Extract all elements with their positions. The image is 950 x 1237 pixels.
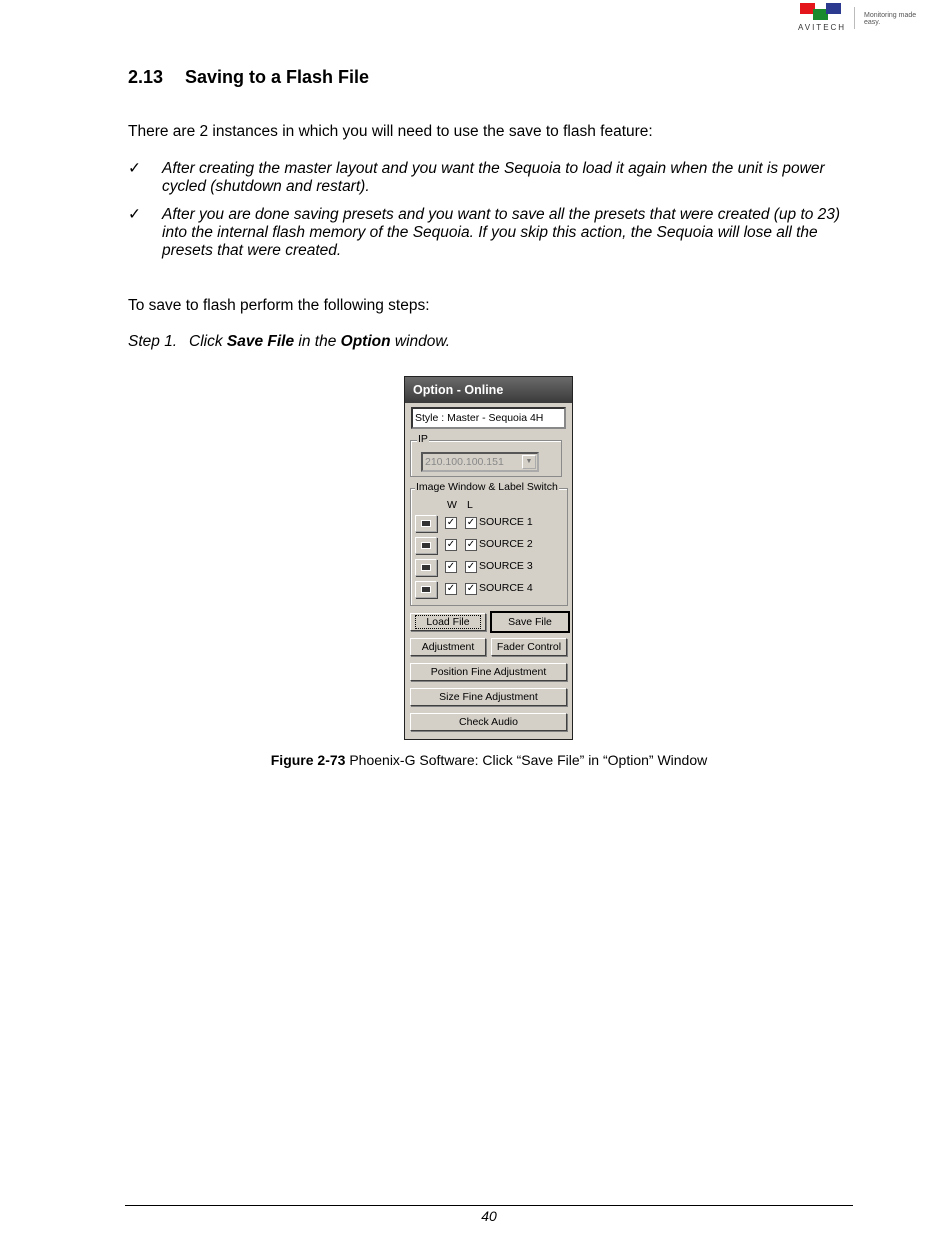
label-checkbox[interactable]: ✓ xyxy=(466,517,476,528)
label-checkbox[interactable]: ✓ xyxy=(466,561,476,572)
save-file-button[interactable] xyxy=(490,611,570,633)
save-file-label: Save File xyxy=(508,616,552,628)
section-title: Saving to a Flash File xyxy=(185,67,370,87)
image-window-group-label: Image Window & Label Switch xyxy=(416,481,558,493)
window-checkbox[interactable]: ✓ xyxy=(446,561,456,572)
check-icon: ✓ xyxy=(128,160,141,177)
logo-blue-square xyxy=(826,3,841,14)
logo-brand-text: AVITECH xyxy=(798,23,847,32)
source-label: SOURCE 2 xyxy=(479,538,533,550)
style-field: Style : Master - Sequoia 4H xyxy=(411,407,566,429)
bullet-text: After you are done saving presets and you want to save all the presets that were created (up to 23) into the internal flash memory of the Sequoia. If you skip this action, the Sequoia will lose all the presets that were created. xyxy=(162,206,841,259)
logo-separator xyxy=(854,7,855,29)
image-window-group xyxy=(410,481,568,606)
page-number: 40 xyxy=(481,1208,497,1224)
check-icon: ✓ xyxy=(128,206,141,223)
column-l-header: L xyxy=(467,499,473,511)
logo-tagline: Monitoring made easy. xyxy=(864,12,917,26)
option-online-window xyxy=(404,376,573,740)
load-file-label: Load File xyxy=(416,616,479,628)
size-fine-adjustment-button[interactable]: Size Fine Adjustment xyxy=(410,688,567,706)
load-file-button[interactable] xyxy=(410,613,486,631)
chevron-down-icon[interactable]: ▼ xyxy=(522,455,536,469)
source-window-button[interactable] xyxy=(415,559,437,576)
label-checkbox[interactable]: ✓ xyxy=(466,539,476,550)
step-text: in the xyxy=(294,333,341,350)
footer-divider xyxy=(125,1205,853,1206)
adjustment-button[interactable]: Adjustment xyxy=(410,638,486,656)
ip-value: 210.100.100.151 xyxy=(425,456,504,468)
ip-group xyxy=(410,433,562,477)
source-window-button[interactable] xyxy=(415,515,437,532)
intro-paragraph: There are 2 instances in which you will need to use the save to flash feature: xyxy=(128,123,653,140)
ip-group-label: IP xyxy=(418,433,428,445)
check-audio-button[interactable]: Check Audio xyxy=(410,713,567,731)
source-row xyxy=(415,581,563,599)
step-bold-option: Option xyxy=(340,333,391,350)
figure-text: Phoenix-G Software: Click “Save File” in “Option” Window xyxy=(345,752,708,768)
figure-caption xyxy=(0,752,950,768)
source-row xyxy=(415,537,563,555)
source-label: SOURCE 1 xyxy=(479,516,533,528)
figure-label: Figure 2-73 xyxy=(270,752,346,768)
source-row xyxy=(415,559,563,577)
source-label: SOURCE 4 xyxy=(479,582,533,594)
steps-intro: To save to flash perform the following steps: xyxy=(128,297,430,314)
window-checkbox[interactable]: ✓ xyxy=(446,517,456,528)
step-1 xyxy=(128,333,450,351)
window-checkbox[interactable]: ✓ xyxy=(446,539,456,550)
source-label: SOURCE 3 xyxy=(479,560,533,572)
source-window-button[interactable] xyxy=(415,537,437,554)
window-checkbox[interactable]: ✓ xyxy=(446,583,456,594)
window-title: Option - Online xyxy=(405,377,572,403)
step-text: Click xyxy=(189,333,227,350)
step-bold-save-file: Save File xyxy=(226,333,295,350)
column-w-header: W xyxy=(447,499,457,511)
avitech-logo xyxy=(798,3,928,33)
source-window-button[interactable] xyxy=(415,581,437,598)
fader-control-button[interactable]: Fader Control xyxy=(491,638,567,656)
step-label: Step 1. xyxy=(128,333,178,350)
ip-select[interactable] xyxy=(421,452,539,472)
step-text: window. xyxy=(390,333,451,350)
label-checkbox[interactable]: ✓ xyxy=(466,583,476,594)
bullet-text: After creating the master layout and you want the Sequoia to load it again when the unit is power cycled (shutdown and restart). xyxy=(162,160,825,195)
source-row xyxy=(415,515,563,533)
position-fine-adjustment-button[interactable]: Position Fine Adjustment xyxy=(410,663,567,681)
section-number: 2.13 xyxy=(128,67,164,87)
section-heading xyxy=(128,67,369,88)
